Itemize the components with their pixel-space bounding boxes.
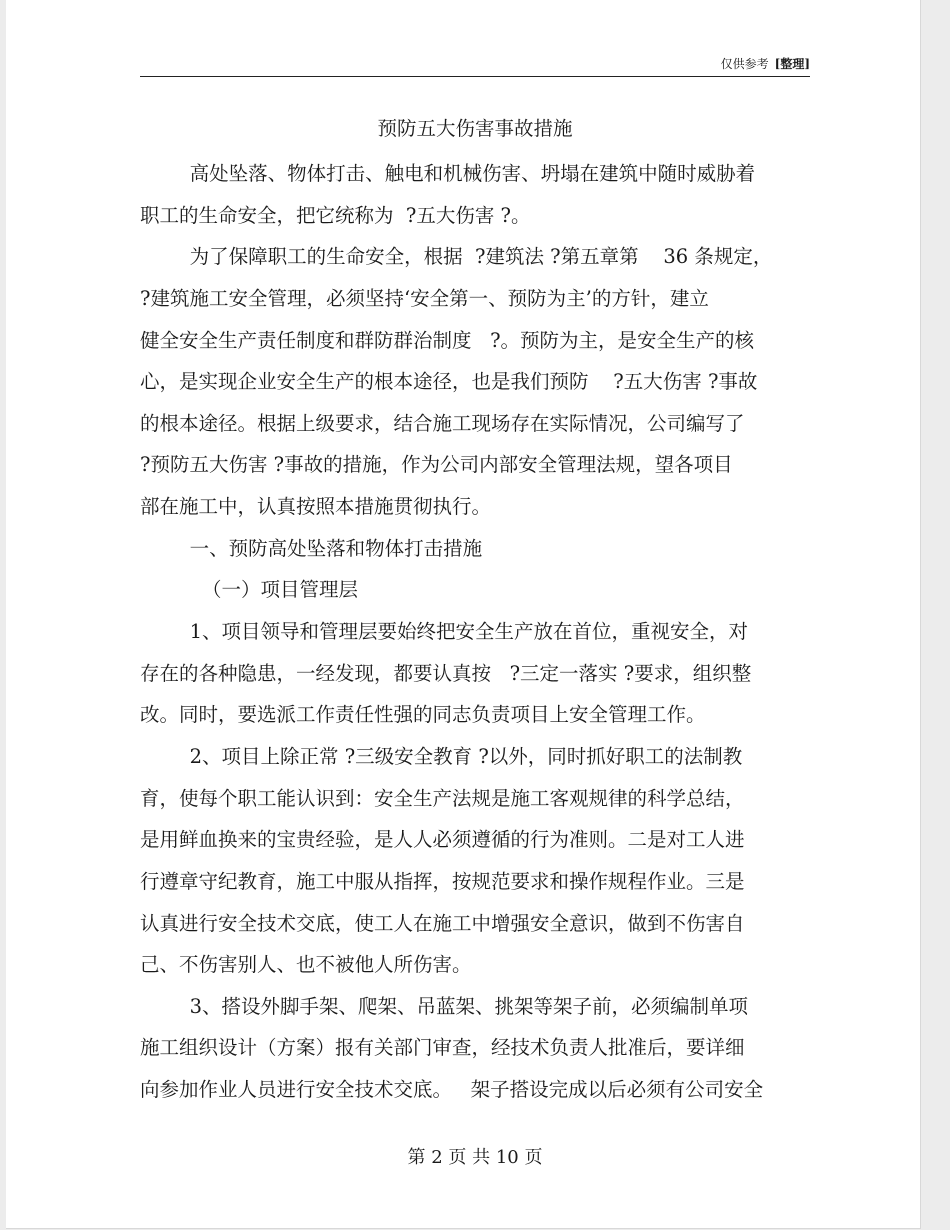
body-line: 己、不伤害别人、也不被他人所伤害。 — [140, 953, 472, 977]
body-line: ?建筑施工安全管理，必须坚持‘安全第一、预防为主’的方针，建立 — [140, 286, 709, 310]
document-body — [140, 153, 800, 1111]
body-line: 职工的生命安全，把它统称为 ?五大伤害 ?。 — [140, 203, 531, 227]
body-line: 健全安全生产责任制度和群防群治制度 ?。预防为主，是安全生产的核 — [140, 328, 755, 352]
body-line: 施工组织设计（方案）报有关部门审查，经技术负责人批准后，要详细 — [140, 1036, 745, 1060]
body-line: 一、预防高处坠落和物体打击措施 — [140, 536, 483, 560]
body-line: 是用鲜血换来的宝贵经验，是人人必须遵循的行为准则。二是对工人进 — [140, 828, 745, 852]
body-line: 存在的各种隐患，一经发现，都要认真按 ?三定一落实 ?要求，组织整 — [140, 661, 752, 685]
body-line: 部在施工中，认真按照本措施贯彻执行。 — [140, 495, 492, 519]
body-line: 行遵章守纪教育，施工中服从指挥，按规范要求和操作规程作业。三是 — [140, 869, 745, 893]
page-footer: 第 2 页 共 10 页 — [407, 1147, 543, 1168]
document-page — [6, 0, 921, 1229]
document-title: 预防五大伤害事故措施 — [377, 117, 573, 140]
body-line: 的根本途径。根据上级要求，结合施工现场存在实际情况，公司编写了 — [140, 411, 745, 435]
body-line: 向参加作业人员进行安全技术交底。 架子搭设完成以后必须有公司安全 — [140, 1078, 764, 1102]
body-line: 2、项目上除正常 ?三级安全教育 ?以外，同时抓好职工的法制教 — [140, 744, 743, 768]
body-line: 为了保障职工的生命安全，根据 ?建筑法 ?第五章第 36 条规定， — [140, 245, 773, 269]
body-line: 认真进行安全技术交底，使工人在施工中增强安全意识，做到不伤害自 — [140, 911, 745, 935]
header-bracket: [整理] — [774, 57, 810, 71]
body-line: 心，是实现企业安全生产的根本途径，也是我们预防 ?五大伤害 ?事故 — [140, 370, 758, 394]
body-line: （一）项目管理层 — [140, 578, 358, 602]
body-line: 育，使每个职工能认识到：安全生产法规是施工客观规律的科学总结， — [140, 786, 745, 810]
body-line: 高处坠落、物体打击、触电和机械伤害、坍塌在建筑中随时威胁着 — [140, 162, 756, 185]
body-line: 1、项目领导和管理层要始终把安全生产放在首位，重视安全，对 — [140, 620, 748, 644]
body-line: ?预防五大伤害 ?事故的措施，作为公司内部安全管理法规，望各项目 — [140, 453, 733, 477]
body-line: 3、搭设外脚手架、爬架、吊蓝架、挑架等架子前，必须编制单项 — [140, 994, 748, 1018]
header-label: 仅供参考 — [720, 57, 769, 71]
body-line: 改。同时，要选派工作责任性强的同志负责项目上安全管理工作。 — [140, 703, 706, 727]
page-header — [140, 52, 810, 77]
